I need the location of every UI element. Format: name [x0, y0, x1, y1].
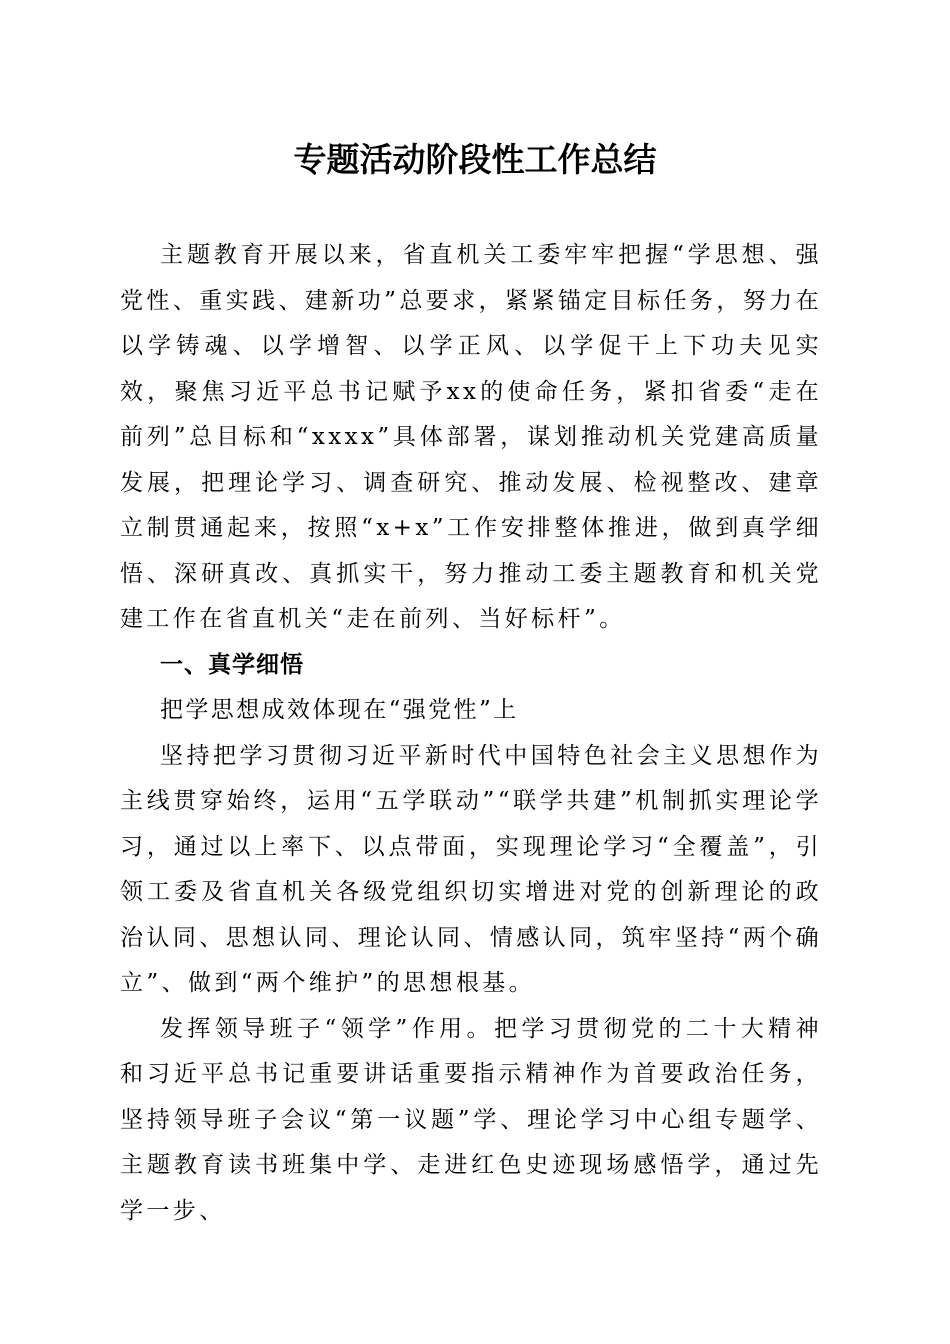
section-heading: 一、真学细悟 [160, 651, 304, 678]
document-title: 专题活动阶段性工作总结 [293, 140, 657, 179]
body-paragraph: 坚持把学习贯彻习近平新时代中国特色社会主义思想作为主线贯穿始终，运用“五学联动”“联学共建”机制抓实理论学习，通过以上率下、以点带面，实现理论学习“全覆盖”，引领工委及省直机关各级党组织切实增进对党的创新理论的政治认同、思想认同、理论认同、情感认同，筑牢坚持“两个确立”、做到“两个维护”的思想根基。 [120, 742, 822, 996]
document-body [120, 233, 822, 1234]
section-subheading: 把学思想成效体现在“强党性”上 [160, 697, 519, 723]
body-paragraph: 发挥领导班子“领学”作用。把学习贯彻党的二十大精神和习近平总书记重要讲话重要指示精神作为首要政治任务，坚持领导班子会议“第一议题”学、理论学习中心组专题学、主题教育读书班集中学、走进红色史迹现场感悟学，通过先学一步、 [120, 1015, 822, 1224]
intro-paragraph: 主题教育开展以来，省直机关工委牢牢把握“学思想、强党性、重实践、建新功”总要求，紧紧锚定目标任务，努力在以学铸魂、以学增智、以学正风、以学促干上下功夫见实效，聚焦习近平总书记赋予xx的使命任务，紧扣省委“走在前列”总目标和“xxxx”具体部署，谋划推动机关党建高质量发展，把理论学习、调查研究、推动发展、检视整改、建章立制贯通起来，按照“x+x”工作安排整体推进，做到真学细悟、深研真改、真抓实干，努力推动工委主题教育和机关党建工作在省直机关“走在前列、当好标杆”。 [120, 242, 822, 632]
